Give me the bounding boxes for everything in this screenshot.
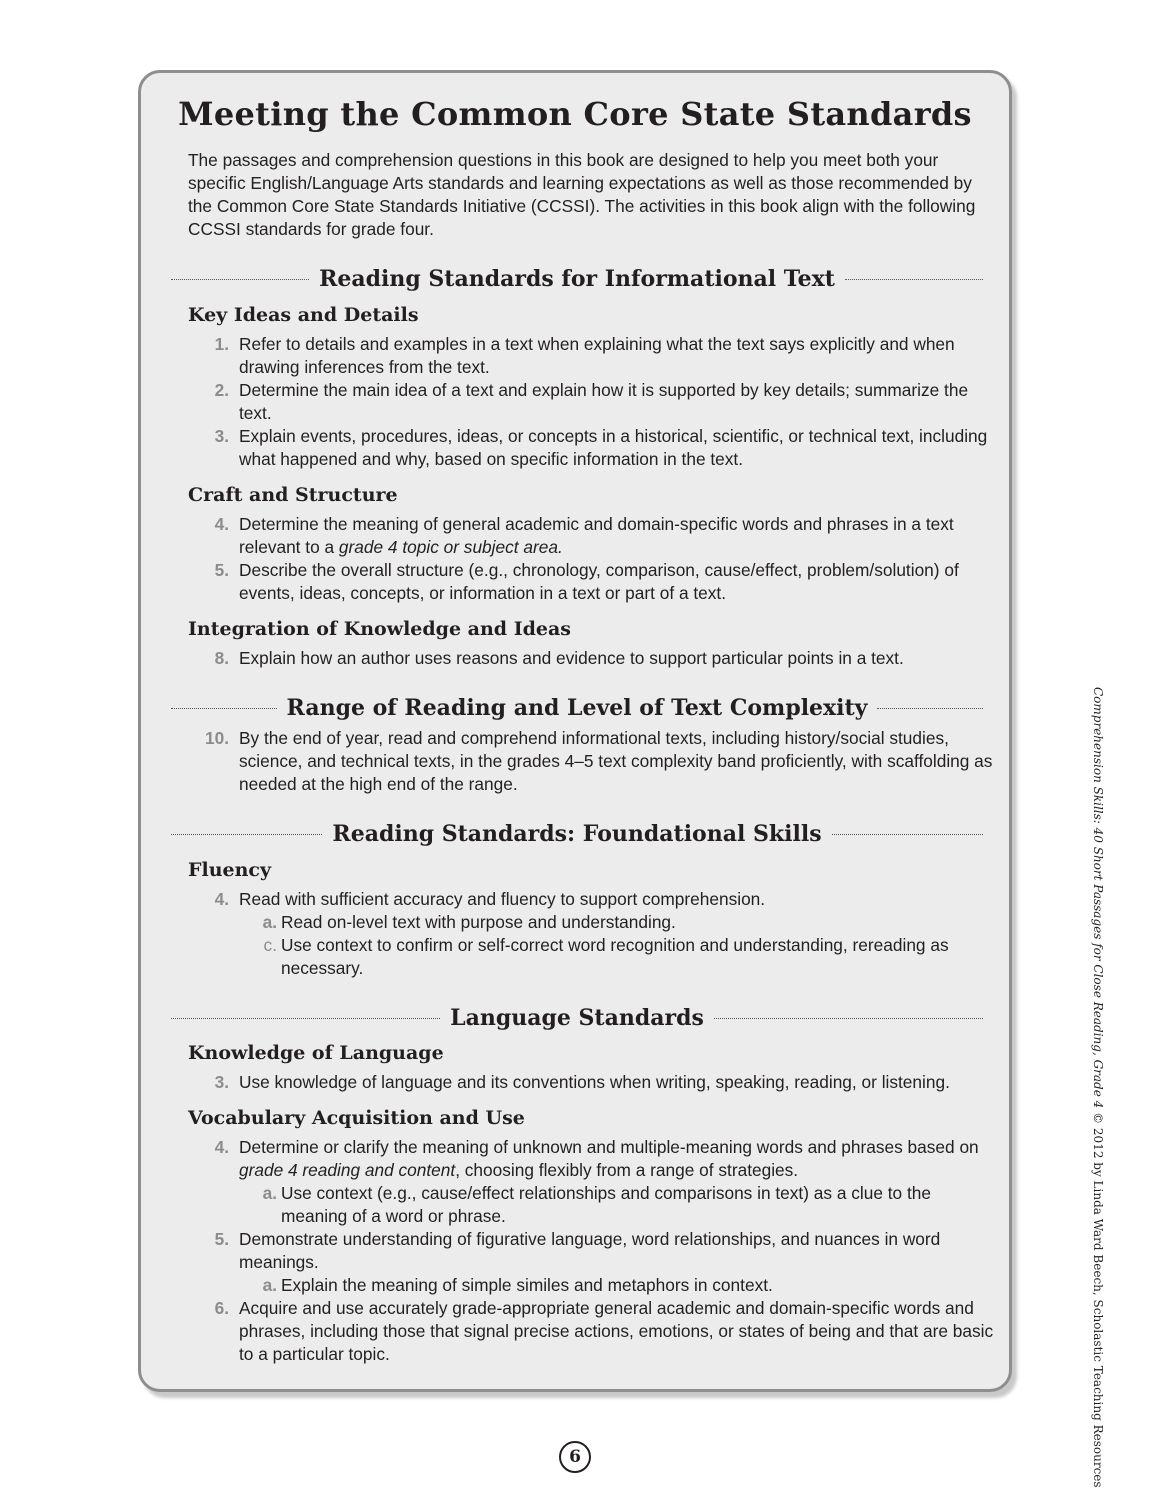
item-number: 4. bbox=[214, 889, 229, 909]
book-title: Comprehension Skills: 40 Short Passages for Close Reading, Grade 4 bbox=[1091, 687, 1105, 1109]
subitem-text: Use context to confirm or self-correct word recognition and understanding, rereading as necessary. bbox=[281, 935, 949, 978]
page-number: 6 bbox=[559, 1441, 591, 1473]
section-heading-label: Language Standards bbox=[450, 1005, 704, 1031]
item-number: 4. bbox=[214, 514, 229, 534]
item-text: Demonstrate understanding of figurative language, word relationships, and nuances in word meanings. bbox=[239, 1229, 941, 1272]
section-heading-informational bbox=[171, 264, 983, 294]
item-text: Refer to details and examples in a text when explaining what the text says explicitly and when drawing inferences from the text. bbox=[239, 334, 955, 377]
sidebar-credit bbox=[1091, 687, 1105, 1488]
section-heading-range bbox=[171, 693, 983, 723]
list-item bbox=[214, 1071, 999, 1094]
section-heading-label: Reading Standards: Foundational Skills bbox=[332, 821, 822, 847]
item-number: 5. bbox=[214, 1229, 229, 1249]
item-text: Use knowledge of language and its conventions when writing, speaking, reading, or listening. bbox=[239, 1072, 950, 1092]
list-item bbox=[214, 379, 999, 425]
list-subitem bbox=[263, 934, 1001, 980]
list-item bbox=[214, 1228, 999, 1274]
dotted-rule bbox=[171, 708, 277, 709]
list-item bbox=[204, 727, 999, 796]
list-item bbox=[214, 559, 999, 605]
item-number: 5. bbox=[214, 560, 229, 580]
list-item bbox=[214, 333, 999, 379]
section-heading-label: Range of Reading and Level of Text Complexity bbox=[286, 695, 868, 721]
item-text: Determine or clarify the meaning of unknown and multiple-meaning words and phrases based on bbox=[239, 1137, 979, 1157]
item-number: 8. bbox=[214, 648, 229, 668]
list-item bbox=[214, 1136, 999, 1182]
list-item bbox=[214, 513, 999, 559]
item-number: 4. bbox=[214, 1137, 229, 1157]
page-title: Meeting the Common Core State Standards bbox=[178, 95, 972, 133]
standards-panel bbox=[138, 70, 1012, 1392]
subitem-text: Read on-level text with purpose and understanding. bbox=[281, 912, 676, 932]
dotted-rule bbox=[845, 279, 983, 280]
subitem-letter: a. bbox=[262, 912, 277, 932]
item-number: 3. bbox=[214, 1072, 229, 1092]
dotted-rule bbox=[832, 834, 983, 835]
item-number: 2. bbox=[214, 380, 229, 400]
subitem-letter: a. bbox=[262, 1183, 277, 1203]
list-item bbox=[214, 1297, 999, 1366]
item-text: Determine the meaning of general academic and domain-specific words and phrases in a text relevant to a bbox=[239, 514, 954, 557]
section-heading-foundational bbox=[171, 819, 983, 849]
subheading-key-ideas: Key Ideas and Details bbox=[188, 304, 419, 326]
subheading-fluency: Fluency bbox=[188, 859, 272, 881]
list-subitem bbox=[262, 1182, 1001, 1228]
item-number: 10. bbox=[204, 728, 229, 748]
subheading-vocabulary: Vocabulary Acquisition and Use bbox=[188, 1107, 525, 1129]
item-text: Determine the main idea of a text and explain how it is supported by key details; summarize the text. bbox=[239, 380, 969, 423]
item-text: Explain how an author uses reasons and evidence to support particular points in a text. bbox=[239, 648, 904, 668]
dotted-rule bbox=[171, 1018, 440, 1019]
section-heading-language bbox=[171, 1003, 983, 1033]
item-text: Describe the overall structure (e.g., chronology, comparison, cause/effect, problem/solution) of events, ideas, concepts, or information in a text or part of a text. bbox=[239, 560, 959, 603]
item-text: Acquire and use accurately grade-appropriate general academic and domain-specific words and phrases, including those that signal precise actions, emotions, or states of being and that are basic to a particular topic. bbox=[239, 1298, 994, 1364]
item-text: Explain events, procedures, ideas, or concepts in a historical, scientific, or technical text, including what happened and why, based on specific information in the text. bbox=[239, 426, 988, 469]
item-number: 1. bbox=[214, 334, 229, 354]
list-item bbox=[214, 425, 999, 471]
item-text: Read with sufficient accuracy and fluency to support comprehension. bbox=[239, 889, 766, 909]
item-number: 6. bbox=[214, 1298, 229, 1318]
dotted-rule bbox=[714, 1018, 983, 1019]
subitem-letter: a. bbox=[262, 1275, 277, 1295]
subheading-knowledge: Knowledge of Language bbox=[188, 1042, 444, 1064]
dotted-rule bbox=[171, 279, 309, 280]
item-text-italic: grade 4 topic or subject area. bbox=[338, 537, 563, 557]
subheading-craft: Craft and Structure bbox=[188, 484, 398, 506]
list-subitem bbox=[262, 1274, 1001, 1297]
intro-paragraph: The passages and comprehension questions in this book are designed to help you meet both your specific English/Language Arts standards and learning expectations as well as those recommended by the Common Core State Standards Initiative (CCSSI). The activities in this book align with the following CCSSI standards for grade four. bbox=[188, 150, 976, 239]
subheading-integration: Integration of Knowledge and Ideas bbox=[188, 618, 571, 640]
list-item bbox=[214, 647, 999, 670]
item-text: By the end of year, read and comprehend informational texts, including history/social studies, science, and technical texts, in the grades 4–5 text complexity band proficiently, with scaffolding as needed at the high end of the range. bbox=[239, 728, 993, 794]
subitem-letter: c. bbox=[263, 935, 277, 955]
copyright-text: © 2012 by Linda Ward Beech, Scholastic Teaching Resources bbox=[1091, 1108, 1105, 1488]
item-text-italic: grade 4 reading and content bbox=[239, 1160, 456, 1180]
subitem-text: Use context (e.g., cause/effect relationships and comparisons in text) as a clue to the meaning of a word or phrase. bbox=[281, 1183, 931, 1226]
list-item bbox=[214, 888, 999, 911]
subitem-text: Explain the meaning of simple similes and metaphors in context. bbox=[281, 1275, 773, 1295]
list-subitem bbox=[262, 911, 1001, 934]
item-number: 3. bbox=[214, 426, 229, 446]
dotted-rule bbox=[877, 708, 983, 709]
dotted-rule bbox=[171, 834, 322, 835]
section-heading-label: Reading Standards for Informational Text bbox=[319, 266, 835, 292]
item-text: , choosing flexibly from a range of strategies. bbox=[455, 1160, 799, 1180]
